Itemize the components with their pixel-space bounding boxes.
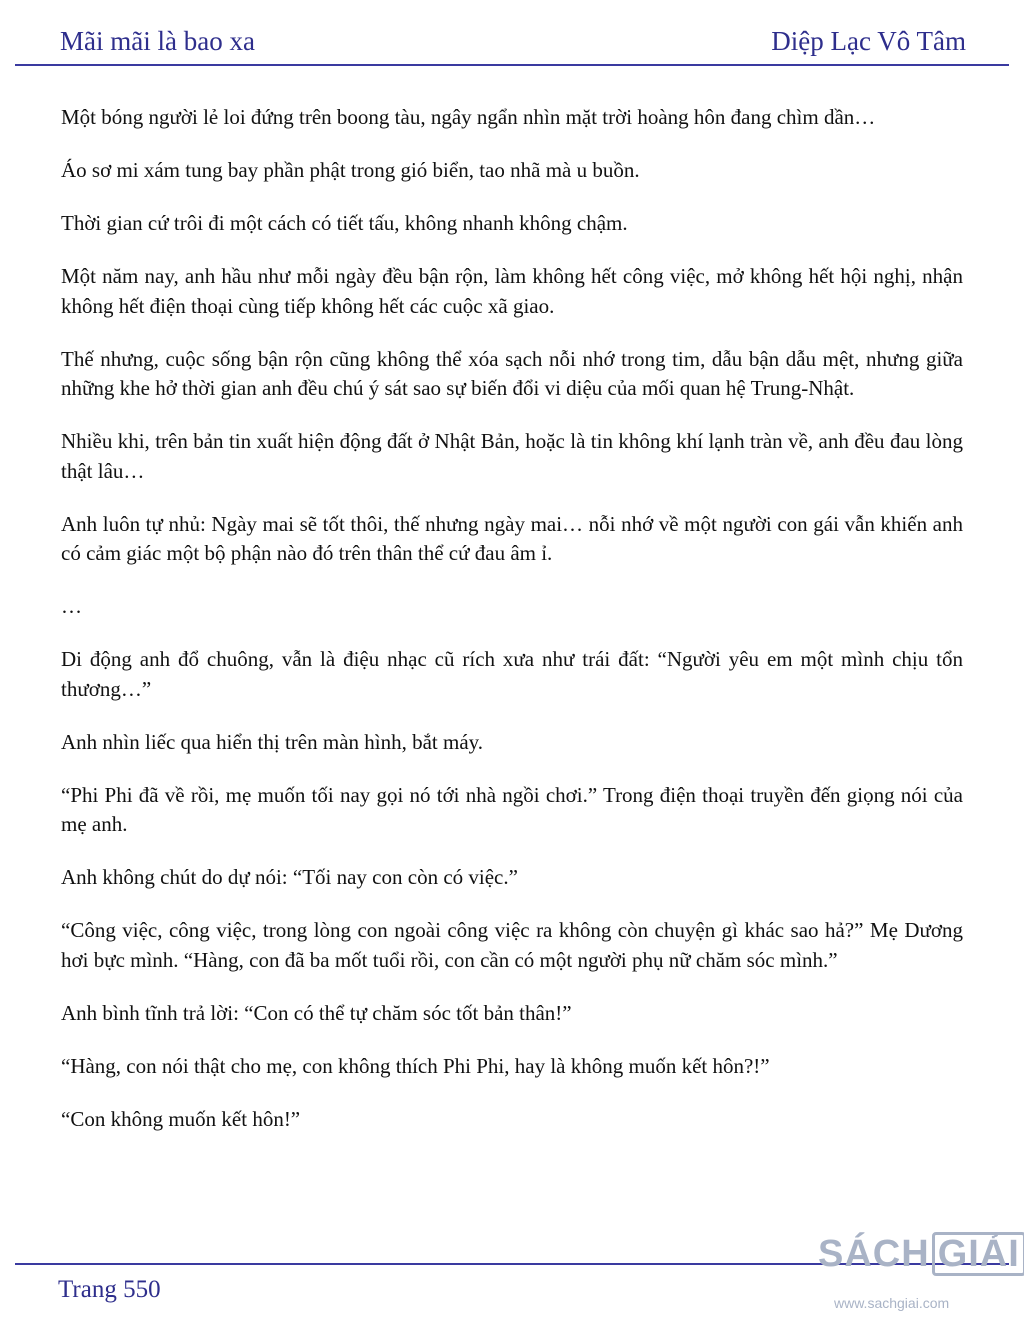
paragraph: Anh nhìn liếc qua hiển thị trên màn hình, bắt máy. — [61, 729, 484, 754]
paragraph: Anh không chút do dự nói: “Tối nay con còn có việc.” — [61, 865, 518, 889]
paragraph: “Con không muốn kết hôn!” — [61, 1106, 301, 1131]
watermark-word-giai: GIẢI — [932, 1232, 1024, 1276]
paragraph: Anh luôn tự nhủ: Ngày mai sẽ tốt thôi, thế nhưng ngày mai… nỗi nhớ về một người con gái vẫn khiến anh có cảm giác một bộ phận nào đó trên thân thể cứ đau âm ỉ. — [61, 511, 963, 565]
paragraph: Di động anh đổ chuông, vẫn là điệu nhạc cũ rích xưa như trái đất: “Người yêu em một mình chịu tổn thương…” — [61, 647, 963, 701]
paragraph: “Hàng, con nói thật cho mẹ, con không thích Phi Phi, hay là không muốn kết hôn?!” — [61, 1053, 770, 1078]
page-number: Trang 550 — [58, 1276, 161, 1303]
paragraph: Một bóng người lẻ loi đứng trên boong tàu, ngây ngẩn nhìn mặt trời hoàng hôn đang chìm dần… — [61, 105, 876, 129]
header-divider — [15, 64, 1009, 66]
watermark-url: www.sachgiai.com — [834, 1295, 950, 1311]
paragraph: Áo sơ mi xám tung bay phần phật trong gió biển, tao nhã mà u buồn. — [61, 158, 640, 182]
paragraph: Thế nhưng, cuộc sống bận rộn cũng không thể xóa sạch nỗi nhớ trong tim, dẫu bận dẫu mệt, nhưng giữa những khe hở thời gian anh đều chú ý sát sao sự biến đổi vi diệu của mối quan hệ Trung-Nhật. — [61, 346, 963, 400]
paragraph: Một năm nay, anh hầu như mỗi ngày đều bận rộn, làm không hết công việc, mở không hết hội nghị, nhận không hết điện thoại cùng tiếp không hết các cuộc xã giao. — [61, 264, 963, 318]
page-body — [61, 103, 963, 1158]
book-author: Diệp Lạc Vô Tâm — [771, 26, 966, 56]
paragraph: Thời gian cứ trôi đi một cách có tiết tấu, không nhanh không chậm. — [61, 211, 628, 235]
page-header — [0, 0, 1024, 70]
watermark-word-sach: SÁCH — [818, 1233, 930, 1275]
paragraph: “Phi Phi đã về rồi, mẹ muốn tối nay gọi nó tới nhà ngồi chơi.” Trong điện thoại truyền đến giọng nói của mẹ anh. — [61, 782, 963, 836]
paragraph: “Công việc, công việc, trong lòng con ngoài công việc ra không còn chuyện gì khác sao hả?” Mẹ Dương hơi bực mình. “Hàng, con đã ba mốt tuổi rồi, con cần có một người phụ nữ chăm sóc mình.” — [61, 918, 963, 972]
paragraph: Nhiều khi, trên bản tin xuất hiện động đất ở Nhật Bản, hoặc là tin không khí lạnh tràn về, anh đều đau lòng thật lâu… — [61, 429, 963, 483]
paragraph: Anh bình tĩnh trả lời: “Con có thể tự chăm sóc tốt bản thân!” — [61, 1000, 572, 1025]
paragraph: … — [61, 594, 82, 618]
book-title: Mãi mãi là bao xa — [60, 26, 255, 56]
watermark-logo — [818, 1228, 1018, 1318]
watermark-wordmark — [818, 1228, 1018, 1280]
